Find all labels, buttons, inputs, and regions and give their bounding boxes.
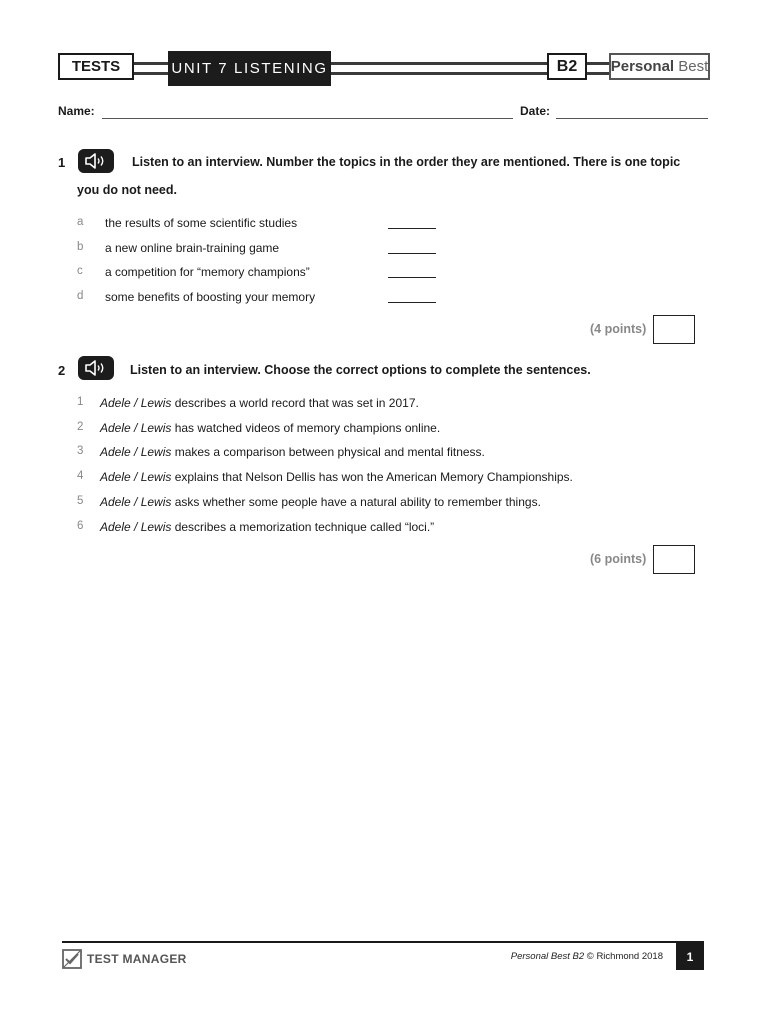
q1-instruction-line2: you do not need. [77, 183, 177, 197]
options-adele-lewis[interactable]: Adele / Lewis [100, 495, 172, 509]
test-manager-icon [62, 949, 82, 969]
item-number: 3 [77, 445, 84, 457]
q1-item [77, 241, 437, 257]
brand-bold: Personal [610, 58, 675, 75]
item-letter: d [77, 290, 84, 302]
name-field[interactable] [102, 118, 513, 119]
footer-rule [62, 941, 704, 943]
item-text: the results of some scientific studies [105, 216, 298, 230]
item-number: 1 [77, 396, 84, 408]
q2-instruction: Listen to an interview. Choose the correct options to complete the sentences. [130, 363, 591, 377]
book-title: Personal Best B2 [510, 951, 585, 962]
q2-score-box[interactable] [653, 545, 695, 574]
options-adele-lewis[interactable]: Adele / Lewis [100, 470, 172, 484]
options-adele-lewis[interactable]: Adele / Lewis [100, 396, 172, 410]
item-number: 2 [77, 421, 84, 433]
level-text: B2 [556, 57, 578, 75]
unit-title-text: UNIT 7 LISTENING [171, 60, 328, 77]
answer-blank[interactable] [388, 228, 436, 229]
answer-blank[interactable] [388, 302, 436, 303]
tests-label: TESTS [71, 58, 121, 75]
item-text: a new online brain-training game [105, 241, 280, 255]
copyright-text: © Richmond 2018 [584, 951, 663, 962]
item-number: 5 [77, 495, 84, 507]
q1-item [77, 265, 437, 281]
unit-title [168, 51, 331, 86]
item-letter: c [77, 265, 83, 277]
page-number [676, 943, 704, 970]
item-text: asks whether some people have a natural ability to remember things. [171, 495, 541, 509]
options-adele-lewis[interactable]: Adele / Lewis [100, 445, 172, 459]
q1-number: 1 [58, 155, 66, 170]
q1-audio-button[interactable] [78, 149, 114, 173]
date-field[interactable] [556, 118, 708, 119]
copyright [511, 951, 663, 962]
options-adele-lewis[interactable]: Adele / Lewis [100, 421, 172, 435]
item-text: some benefits of boosting your memory [105, 290, 316, 304]
item-letter: b [77, 241, 84, 253]
level-badge [547, 53, 587, 80]
item-number: 4 [77, 470, 84, 482]
speaker-icon [84, 360, 108, 376]
options-adele-lewis[interactable]: Adele / Lewis [100, 520, 172, 534]
item-text: has watched videos of memory champions online. [171, 421, 441, 435]
page-number-text: 1 [686, 949, 694, 964]
test-manager-logo [62, 949, 187, 969]
brand-light: Best [678, 58, 709, 75]
item-text: a competition for “memory champions” [105, 265, 310, 279]
speaker-icon [84, 153, 108, 169]
q1-item [77, 290, 437, 306]
answer-blank[interactable] [388, 253, 436, 254]
item-number: 6 [77, 520, 84, 532]
test-manager-text: TEST MANAGER [87, 952, 187, 966]
answer-blank[interactable] [388, 277, 436, 278]
page-header [58, 51, 710, 86]
q1-instruction-line1: Listen to an interview. Number the topics in the order they are mentioned. There is one topic [132, 155, 681, 169]
name-label: Name: [58, 104, 95, 118]
q1-score-box[interactable] [653, 315, 695, 344]
q2-points-label: (6 points) [590, 552, 647, 566]
q1-points-label: (4 points) [590, 322, 647, 336]
item-letter: a [77, 216, 84, 228]
item-text: explains that Nelson Dellis has won the American Memory Championships. [171, 470, 573, 484]
date-label: Date: [520, 104, 551, 118]
name-date-row [58, 104, 708, 122]
q2-audio-button[interactable] [78, 356, 114, 380]
item-text: describes a memorization technique called “loci.” [171, 520, 435, 534]
item-text: describes a world record that was set in 2017. [171, 396, 419, 410]
tests-badge [58, 53, 134, 80]
q2-number: 2 [58, 363, 66, 378]
item-text: makes a comparison between physical and mental fitness. [171, 445, 485, 459]
brand-logo [609, 53, 710, 80]
q1-item [77, 216, 437, 232]
